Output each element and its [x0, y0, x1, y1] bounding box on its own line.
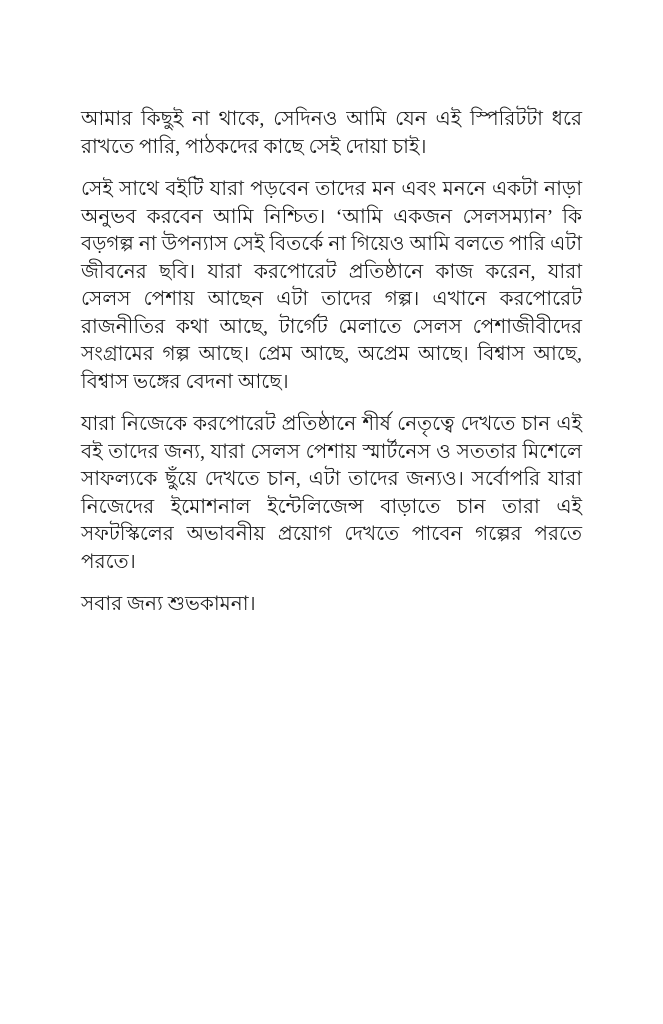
paragraph-audience: যারা নিজেকে করপোরেট প্রতিষ্ঠানে শীর্ষ নেতৃত্বে দেখতে চান এই বই তাদের জন্য, যারা সেলস পেশায় স্মার্টনেস ও সততার মিশেলে সাফল্যকে ছুঁয়ে দেখতে চান, এটা তাদের জন্যও। সর্বোপরি যারা নিজেদের ইমোশনাল ইন্টেলিজেন্স বাড়াতে চান তারা এই সফটস্কিলের অভাবনীয় প্রয়োগ দেখতে পাবেন গল্পের পরতে পরতে। [81, 413, 582, 573]
paragraph-spirit-wish: আমার কিছুই না থাকে, সেদিনও আমি যেন এই স্পিরিটটা ধরে রাখতে পারি, পাঠকদের কাছে সেই দোয়া চাই। [81, 108, 582, 158]
text-block [81, 106, 582, 619]
paragraph-good-wishes: সবার জন্য শুভকামনা। [81, 593, 256, 615]
paragraph-book-description: সেই সাথে বইটি যারা পড়বেন তাদের মন এবং মননে একটা নাড়া অনুভব করবেন আমি নিশ্চিত। ‘আমি একজন সেলসম্যান’ কি বড়গল্প না উপন্যাস সেই বিতর্কে না গিয়েও আমি বলতে পারি এটা জীবনের ছবি। যারা করপোরেট প্রতিষ্ঠানে কাজ করেন, যারা সেলস পেশায় আছেন এটা তাদের গল্প। এখানে করপোরেট রাজনীতির কথা আছে, টার্গেট মেলাতে সেলস পেশাজীবীদের সংগ্রামের গল্প আছে। প্রেম আছে, অপ্রেম আছে। বিশ্বাস আছে, বিশ্বাস ভঙ্গের বেদনা আছে। [81, 178, 582, 393]
